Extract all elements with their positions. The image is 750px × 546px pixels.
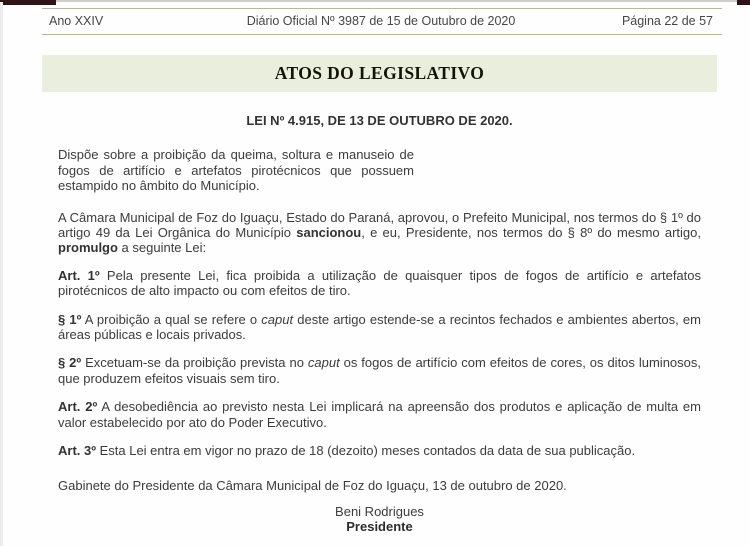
masthead xyxy=(42,8,722,35)
masthead-year: Ano XXIV xyxy=(49,14,104,28)
law-article-1: Art. 1º Pela presente Lei, fica proibida a utilização de quaisquer tipos de fogos de artifício e artefatos pirotécnicos de alto impacto ou com efeitos de tiro. xyxy=(58,267,701,299)
section-banner xyxy=(42,55,717,92)
section-banner-title: ATOS DO LEGISLATIVO xyxy=(274,63,485,83)
law-preamble: A Câmara Municipal de Foz do Iguaçu, Estado do Paraná, aprovou, o Prefeito Municipal, nos termos do § 1º do artigo 49 da Lei Orgânica do Município sancionou, e eu, Presidente, nos termos do § 8º do mesmo artigo, promulgo a seguinte Lei: xyxy=(58,209,701,256)
law-paragraph-2: § 2º Excetuam-se da proibição prevista no caput os fogos de artifício com efeitos de cores, os ditos luminosos, que produzem efeitos visuais sem tiro. xyxy=(58,355,701,386)
masthead-page-number: Página 22 de 57 xyxy=(621,14,713,28)
scan-artifact-top-left-mark xyxy=(0,0,56,5)
law-article-2: Art. 2º A desobediência ao previsto nesta Lei implicará na apreensão dos produtos e aplicação de multa em valor estabelecido por ato do Poder Executivo. xyxy=(58,399,701,430)
scan-artifact-left-edge xyxy=(0,2,3,546)
law-paragraph-1: § 1º A proibição a qual se refere o caput deste artigo estende-se a recintos fechados e ambientes abertos, em áreas públicas e locais privados. xyxy=(58,311,701,343)
signature-block xyxy=(58,504,701,535)
scan-artifact-top-right-mark xyxy=(737,0,750,5)
scan-artifact-top-edge xyxy=(0,0,750,2)
law-title: LEI Nº 4.915, DE 13 DE OUTUBRO DE 2020. xyxy=(246,113,513,128)
signer-role: Presidente xyxy=(346,519,413,535)
law-document xyxy=(58,106,701,535)
signer-name: Beni Rodrigues xyxy=(335,503,424,519)
law-closing: Gabinete do Presidente da Câmara Municipal de Foz do Iguaçu, 13 de outubro de 2020. xyxy=(58,477,567,493)
law-article-3: Art. 3º Esta Lei entra em vigor no prazo de 18 (dezoito) meses contados da data de sua publicação. xyxy=(58,443,636,459)
law-summary: Dispõe sobre a proibição da queima, soltura e manuseio de fogos de artifício e artefatos pirotécnicos que possuem estampido no âmbito do Município. xyxy=(58,147,414,194)
masthead-edition: Diário Oficial Nº 3987 de 15 de Outubro de 2020 xyxy=(246,14,516,28)
